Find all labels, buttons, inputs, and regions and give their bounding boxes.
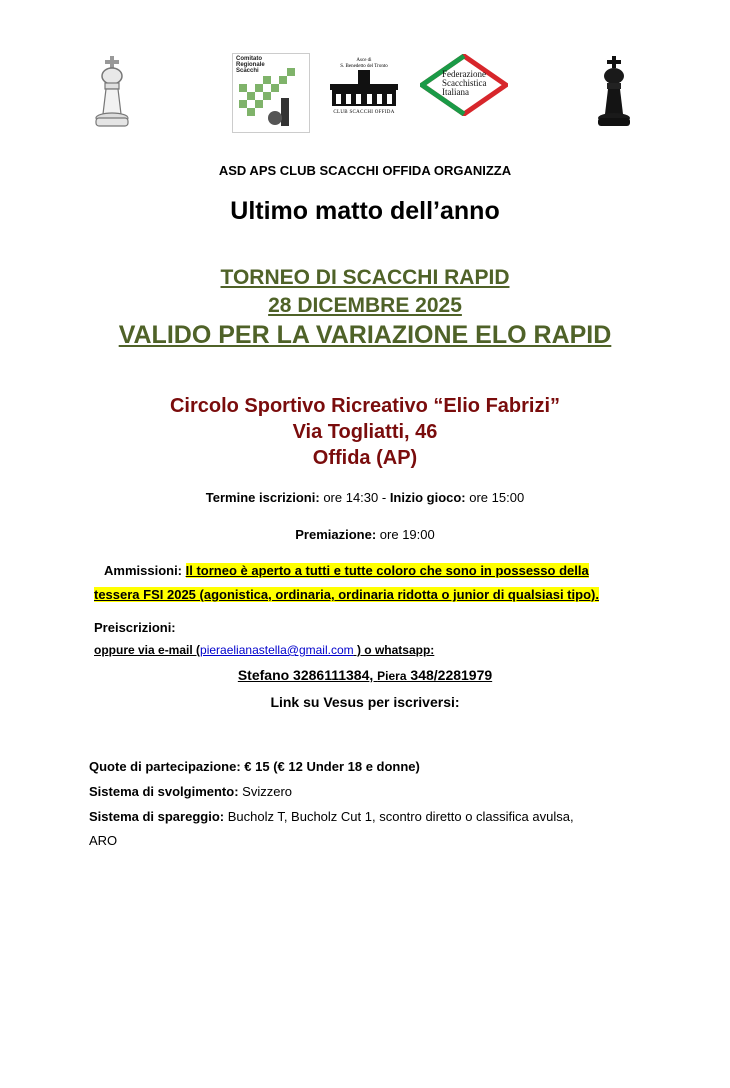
comitato-line-1: Comitato	[236, 56, 262, 62]
comitato-line-3: Scacchi	[236, 68, 259, 74]
prize-value: ore 19:00	[376, 527, 435, 542]
contact-stefano: Stefano 3286111384	[237, 667, 370, 683]
tournament-date	[0, 294, 730, 318]
contact-piera-name: Piera	[377, 669, 407, 683]
admissions-text-1: Il torneo è aperto a tutti e tutte coloro che sono in possesso della	[185, 563, 589, 578]
club-logo-top-2: S. Benedetto del Tronto	[340, 64, 388, 69]
venue-street: Via Togliatti, 46	[292, 421, 438, 443]
contact-piera-number: 348/2281979	[406, 667, 493, 683]
start-label: Inizio gioco:	[389, 490, 466, 505]
system-value: Svizzero	[238, 784, 293, 799]
black-king-icon	[594, 54, 634, 130]
admissions-line-2	[94, 587, 599, 602]
venue-city: Offida (AP)	[312, 447, 418, 469]
venue-name: Circolo Sportivo Ricreativo “Elio Fabrizi”	[169, 395, 561, 417]
start-value: ore 15:00	[465, 490, 525, 505]
fsi-line-1: Federazione	[442, 69, 486, 79]
contacts-line	[0, 667, 730, 683]
admissions-label: Ammissioni:	[104, 563, 186, 578]
fsi-line-2: Scacchistica	[442, 78, 487, 88]
system-line	[89, 784, 292, 799]
email-suffix: ) o whatsapp:	[353, 643, 435, 657]
event-title: Ultimo matto dell’anno	[230, 197, 500, 225]
vesus-link-text: Link su Vesus per iscriversi:	[270, 694, 460, 710]
black-king-logo	[594, 54, 634, 130]
deadline-label: Termine iscrizioni:	[205, 490, 320, 505]
fsi-logo	[420, 54, 508, 116]
tiebreak-continuation: ARO	[89, 833, 118, 848]
email-prefix: oppure via e-mail (	[94, 643, 201, 657]
prize-schedule	[0, 527, 730, 542]
tiebreak-value: Bucholz T, Bucholz Cut 1, scontro diretto o classifica avulsa,	[224, 809, 574, 824]
tournament-type	[0, 266, 730, 290]
admissions-line-1	[104, 563, 589, 578]
contact-separator: ,	[369, 667, 378, 683]
registration-schedule	[0, 490, 730, 505]
email-link[interactable]: pieraelianastella@gmail.com	[200, 643, 354, 657]
tournament-line-1: TORNEO DI SCACCHI RAPID	[220, 266, 510, 289]
tournament-elo	[0, 321, 730, 350]
town-hall-icon	[328, 70, 400, 110]
tournament-line-3: VALIDO PER LA VARIAZIONE ELO RAPID	[118, 321, 612, 349]
tournament-line-2: 28 DICEMBRE 2025	[268, 294, 462, 317]
comitato-regionale-logo	[232, 53, 310, 133]
club-logo-caption: CLUB SCACCHI OFFIDA	[333, 110, 395, 115]
deadline-value: ore 14:30 -	[319, 490, 390, 505]
white-king-logo	[92, 54, 132, 130]
white-king-icon	[92, 54, 132, 130]
fsi-line-3: Italiana	[442, 87, 469, 97]
email-line	[94, 643, 434, 657]
club-logo-top-1: Asce di	[356, 58, 372, 63]
preregistration-label: Preiscrizioni:	[94, 620, 176, 635]
tiebreak-line	[89, 809, 574, 824]
system-label: Sistema di svolgimento:	[89, 784, 239, 799]
tiebreak-label: Sistema di spareggio:	[89, 809, 225, 824]
comitato-line-2: Regionale	[236, 62, 265, 68]
admissions-text-2: tessera FSI 2025 (agonistica, ordinaria, ordinaria ridotta o junior di qualsiasi tipo).	[94, 587, 599, 602]
club-scacchi-offida-logo	[328, 58, 400, 118]
organizer-line: ASD APS CLUB SCACCHI OFFIDA ORGANIZZA	[218, 163, 512, 178]
fee-line: Quote di partecipazione: € 15 (€ 12 Under 18 e donne)	[89, 759, 420, 774]
prize-label: Premiazione:	[295, 527, 377, 542]
